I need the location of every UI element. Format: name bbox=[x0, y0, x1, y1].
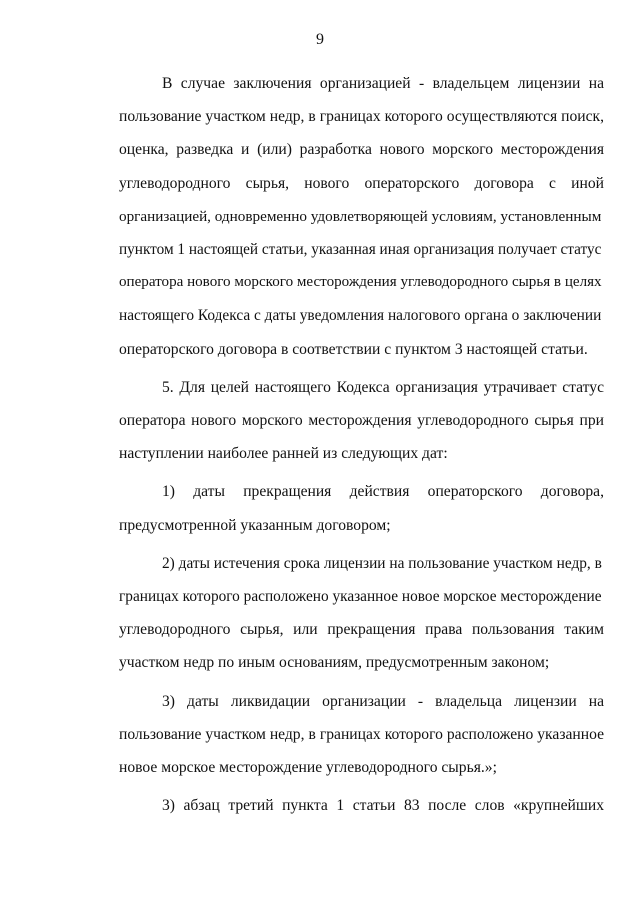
document-body bbox=[76, 67, 604, 822]
paragraph-subitem-1 bbox=[76, 475, 604, 541]
text-line: операторского договора в соответствии с пунктом 3 настоящей статьи. bbox=[119, 340, 588, 358]
text-line: 3) даты ликвидации организации - владельца лицензии на bbox=[162, 692, 604, 710]
text-line: оператора нового морского месторождения углеводородного сырья при bbox=[119, 412, 604, 430]
paragraph-operator-contract bbox=[76, 67, 604, 366]
paragraph-subitem-2 bbox=[76, 547, 604, 680]
text-line: настоящего Кодекса с даты уведомления налогового органа о заключении bbox=[119, 307, 602, 325]
text-line: 2) даты истечения срока лицензии на пользование участком недр, в bbox=[162, 554, 602, 572]
text-line: предусмотренной указанным договором; bbox=[119, 516, 391, 534]
text-line: оператора нового морского месторождения углеводородного сырья в целях bbox=[119, 274, 602, 291]
text-line: 1) даты прекращения действия операторского договора, bbox=[162, 483, 604, 501]
text-line: 5. Для целей настоящего Кодекса организация утрачивает статус bbox=[162, 378, 604, 396]
text-line: пользование участком недр, в границах которого расположено указанное bbox=[119, 725, 604, 743]
paragraph-subitem-3 bbox=[76, 685, 604, 785]
text-line: организацией, одновременно удовлетворяющей условиям, установленным bbox=[119, 207, 602, 225]
paragraph-item-5 bbox=[76, 371, 604, 471]
text-line: углеводородного сырья, или прекращения права пользования таким bbox=[119, 621, 604, 639]
text-line: границах которого расположено указанное новое морское месторождение bbox=[119, 588, 602, 606]
paragraph-article-83-amendment bbox=[76, 789, 604, 822]
text-line: пользование участком недр, в границах которого осуществляются поиск, bbox=[119, 108, 604, 126]
page-number: 9 bbox=[316, 31, 324, 48]
text-line: 3) абзац третий пункта 1 статьи 83 после слов «крупнейших bbox=[162, 797, 604, 815]
text-line: оценка, разведка и (или) разработка нового морского месторождения bbox=[119, 141, 604, 159]
text-line: В случае заключения организацией - владельцем лицензии на bbox=[162, 75, 604, 92]
text-line: участком недр по иным основаниям, предусмотренным законом; bbox=[119, 654, 550, 672]
text-line: новое морское месторождение углеводородного сырья.»; bbox=[119, 759, 497, 777]
text-line: пунктом 1 настоящей статьи, указанная иная организация получает статус bbox=[119, 241, 602, 259]
text-line: углеводородного сырья, нового операторского договора с иной bbox=[119, 174, 604, 192]
text-line: наступлении наиболее ранней из следующих дат: bbox=[119, 445, 448, 463]
